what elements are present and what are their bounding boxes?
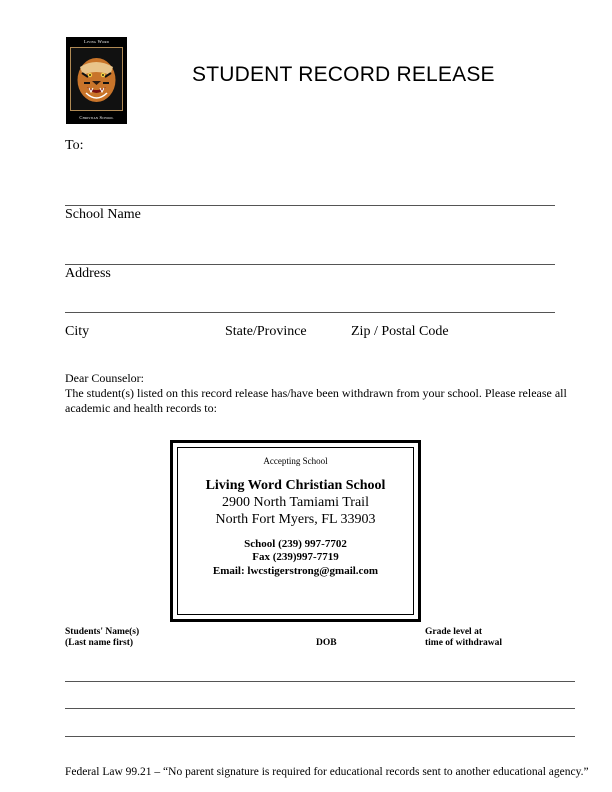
grade-level-header-line-2: time of withdrawal [425,638,503,648]
federal-law-footer: Federal Law 99.21 – “No parent signature is required for educational records sent to another educational agency.” [65,766,589,778]
student-entry-line-2[interactable] [65,708,575,709]
tiger-icon [74,53,119,107]
city-label: City [65,324,90,339]
accepting-school-box [170,440,421,622]
accepting-school-name: Living Word Christian School [205,478,386,493]
student-entry-line-3[interactable] [65,736,575,737]
school-logo [66,37,127,124]
letter-line-2: academic and health records to: [65,401,217,415]
logo-top-text: Living Word [83,39,110,44]
accepting-school-city: North Fort Myers, FL 33903 [215,512,376,527]
accepting-school-phone: School (239) 997-7702 [244,538,347,550]
school-name-label: School Name [65,207,141,222]
city-state-zip-line[interactable] [65,312,555,313]
students-name-header-line-2: (Last name first) [65,638,134,648]
address-line[interactable] [65,264,555,265]
grade-level-header-line-1: Grade level at [425,627,482,637]
accepting-school-fax: Fax (239)997-7719 [252,551,339,563]
accepting-school-inner-frame [177,447,414,615]
to-label: To: [65,138,84,153]
student-entry-line-1[interactable] [65,681,575,682]
grade-level-header [425,627,502,649]
school-name-line[interactable] [65,205,555,206]
zip-label: Zip / Postal Code [351,324,449,339]
dob-header: DOB [316,638,337,648]
letter-body [65,371,585,416]
logo-bottom-text: Christian School [79,115,114,120]
accepting-school-caption: Accepting School [263,456,328,466]
page-title: STUDENT RECORD RELEASE [192,63,495,86]
letter-line-1: The student(s) listed on this record release has/have been withdrawn from your school. Please release all [65,386,567,400]
accepting-school-street: 2900 North Tamiami Trail [222,495,369,510]
salutation: Dear Counselor: [65,371,144,385]
students-name-header [65,627,139,649]
students-name-header-line-1: Students' Name(s) [65,627,140,637]
state-label: State/Province [225,324,307,339]
accepting-school-email: Email: lwcstigerstrong@gmail.com [212,565,379,577]
address-label: Address [65,266,111,281]
